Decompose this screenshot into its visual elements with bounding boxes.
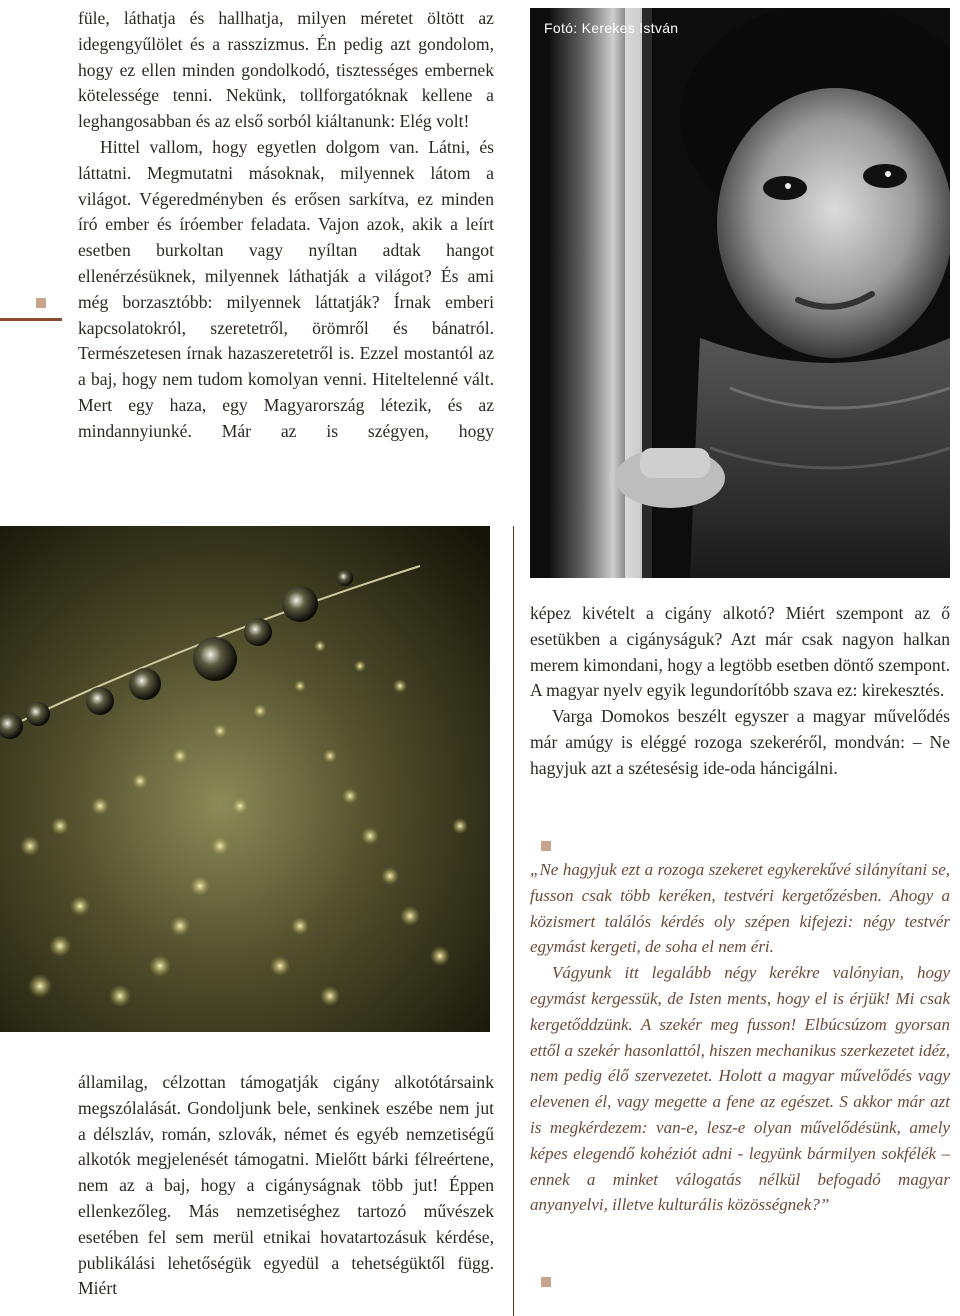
- paragraph-5: Varga Domokos beszélt egyszer a magyar művelődés már amúgy is eléggé rozoga szekeréről, mondván: – Ne hagyjuk azt a szétesésig ide-oda háncigálni.: [530, 706, 950, 778]
- quote-bullet-top: [541, 841, 551, 851]
- dew-drops-image: [0, 526, 490, 1032]
- quote-paragraph-2: Vágyunk itt legalább négy kerékre valónyian, hogy egymást kergessük, de Isten ments, hogy el is érjük! Mi csak kergetőddzünk. A szekér meg fusson! Elbúcsúzom gyorsan ettől a szekér hasonlattól, hiszen mechanikus szerkezetet idéz, nem pedig élő szervezetet. Holott a magyar művelődés vagy elevenen él, vagy megette a fene az egészet. S akkor már azt is megkérdezem: van-e, lesz-e olyan művelődésünk, amely képes elegendő kohéziót adni - legyünk bármilyen sokfélék – ennek a minket válogatás nélkül befogadó magyar anyanyelvi, illetve kulturális közösségnek?”: [530, 963, 950, 1215]
- right-column: [530, 601, 950, 782]
- column-divider: [513, 526, 514, 1316]
- left-top-column: [78, 6, 494, 445]
- section-bullet-left: [36, 298, 46, 308]
- quote-bullet-end: [541, 1277, 551, 1287]
- photo-credit: Fotó: Kerekes István: [544, 20, 679, 36]
- left-margin-rule: [0, 318, 62, 321]
- quote-paragraph-1: „Ne hagyjuk ezt a rozoga szekeret egykerekűvé silányítani se, fusson csak több keréken, testvéri kergetőzésben. Ahogy a közismert találós kérdés oly szépen kifejezi: négy testvér egymást kergeti, de soha el nem éri.: [530, 860, 950, 957]
- paragraph-4: képez kivételt a cigány alkotó? Miért szempont az ő esetükben a cigányságuk? Azt már csak nagyon halkan merem kimondani, hogy a legtöbb esetben döntő szempont. A magyar nyelv egyik legundorítóbb szava ez: kirekesztés.: [530, 603, 950, 701]
- photo-dew-drops: [0, 526, 490, 1032]
- quote-block: [530, 857, 950, 1218]
- left-bottom-column: [78, 1070, 494, 1302]
- child-portrait-image: [530, 8, 950, 578]
- paragraph-3: államilag, célzottan támogatják cigány alkotótársaink megszólalását. Gondoljunk bele, senkinek eszébe nem jut a délszláv, román, szlovák, német és egyéb nemzetiségű alkotók megjelenését támogatni. Mielőtt bárki félreértene, nem az a baj, hogy a cigányságnak több jut! Éppen ellenkezőleg. Más nemzetiséghez tartozó művészek esetében fel sem merül etnikai hovatartozásuk kérdése, publikálási lehetőségük egyedül a tehetségüktől függ. Miért: [78, 1072, 494, 1299]
- paragraph-1: füle, láthatja és hallhatja, milyen méretet öltött az idegengyűlölet és a rasszizmus. Én pedig azt gondolom, hogy ez ellen minden gondolkodó, tisztességes embernek kötelessége tenni. Nekünk, tollforgatóknak kellene a leghangosabban és az első sorból kiáltanunk: Elég volt!: [78, 8, 494, 132]
- photo-child-portrait: [530, 8, 950, 578]
- paragraph-2: Hittel vallom, hogy egyetlen dolgom van. Látni, és láttatni. Megmutatni másoknak, milyennek látom a világot. Végeredményben és erősen sarkítva, ez minden író ember és íróember feladata. Vajon azok, akik a leírt esetben burkoltan vagy nyíltan adtak hangot ellenérzésüknek, milyennek láthatják a világot? És ami még borzasztóbb: milyennek láttatják? Írnak emberi kapcsolatokról, szeretetről, örömről és bánatról. Természetesen írnak hazaszeretetről is. Ezzel mostantól az a baj, hogy nem tudom komolyan venni. Hiteltelenné vált. Mert egy haza, egy Magyarország létezik, és az mindannyiunké. Már az is szégyen, hogy: [78, 136, 494, 441]
